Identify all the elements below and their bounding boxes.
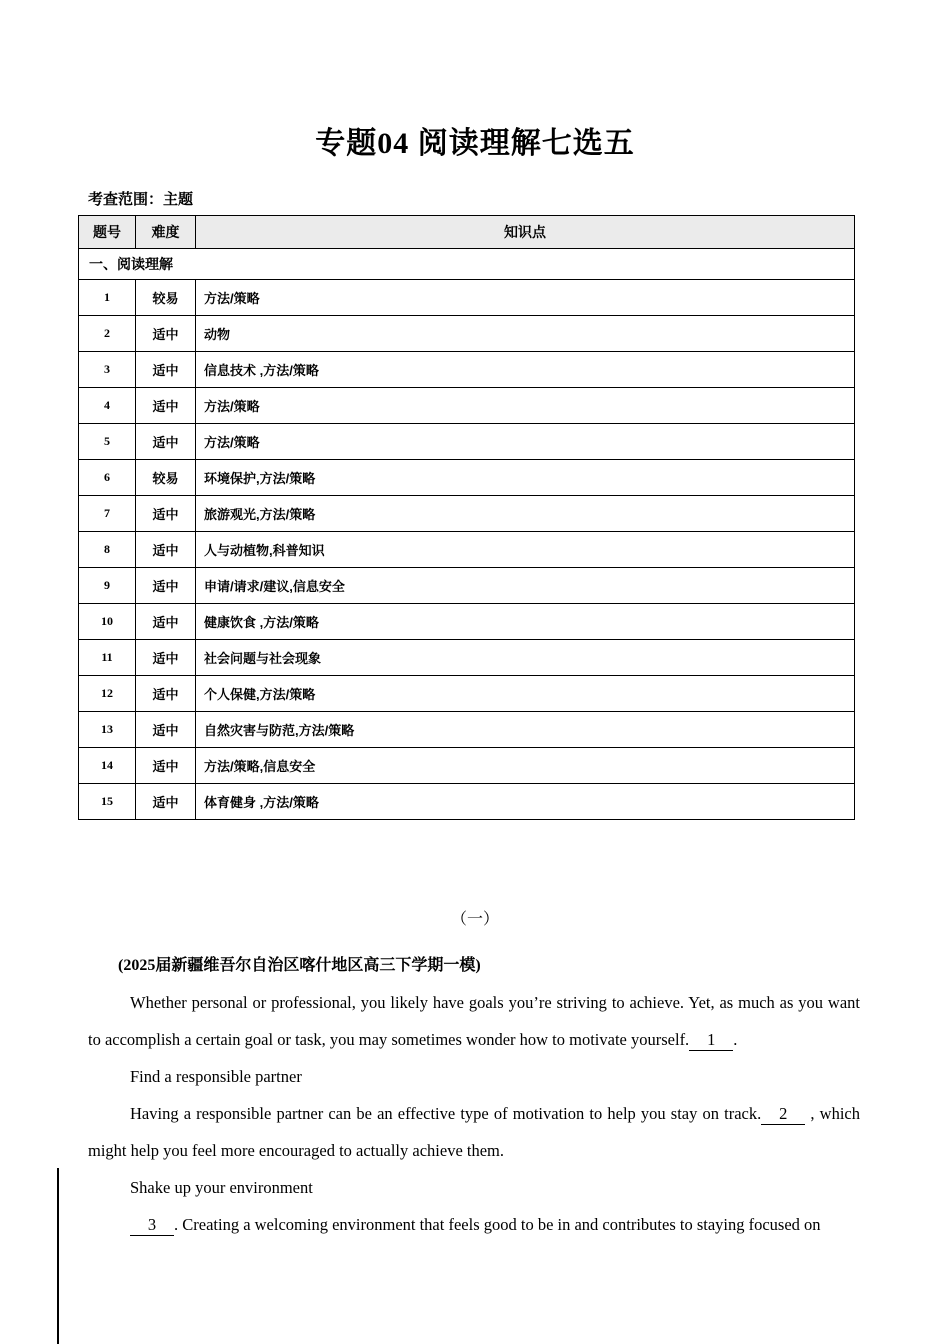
blank-2: 2 (761, 1105, 805, 1125)
knowledge-point: 方法/策略 (196, 388, 855, 424)
paragraph-text: . (733, 1030, 738, 1049)
question-number: 1 (79, 280, 136, 316)
difficulty: 较易 (136, 280, 196, 316)
paragraph-text: Find a responsible partner (130, 1067, 302, 1086)
knowledge-point: 信息技术 ,方法/策略 (196, 352, 855, 388)
paragraph-text: , which might help you feel more encouraged to actually achieve them. (88, 1104, 860, 1160)
paragraph (88, 984, 860, 1058)
knowledge-point: 自然灾害与防范,方法/策略 (196, 712, 855, 748)
knowledge-point: 体育健身 ,方法/策略 (196, 784, 855, 820)
knowledge-point: 环境保护,方法/策略 (196, 460, 855, 496)
paragraph (88, 1095, 860, 1169)
difficulty: 较易 (136, 460, 196, 496)
difficulty: 适中 (136, 712, 196, 748)
difficulty: 适中 (136, 316, 196, 352)
page-edge-line (57, 1168, 59, 1344)
header-question-number: 题号 (79, 216, 136, 249)
difficulty: 适中 (136, 640, 196, 676)
knowledge-point: 人与动植物,科普知识 (196, 532, 855, 568)
table-row (79, 568, 855, 604)
knowledge-point: 方法/策略 (196, 280, 855, 316)
table-row (79, 316, 855, 352)
question-number: 8 (79, 532, 136, 568)
passage (88, 947, 860, 1243)
blank-3: 3 (130, 1216, 174, 1236)
question-number: 3 (79, 352, 136, 388)
blank-1: 1 (689, 1031, 733, 1051)
page-title: 专题04 阅读理解七选五 (315, 127, 635, 160)
difficulty: 适中 (136, 784, 196, 820)
question-number: 2 (79, 316, 136, 352)
paragraph-text: . Creating a welcoming environment that feels good to be in and contributes to staying focused on (174, 1215, 821, 1234)
table-header-row (79, 216, 855, 249)
table-row (79, 424, 855, 460)
knowledge-point: 旅游观光,方法/策略 (196, 496, 855, 532)
paragraph (88, 1169, 860, 1206)
table-row (79, 280, 855, 316)
question-number: 11 (79, 640, 136, 676)
knowledge-point: 健康饮食 ,方法/策略 (196, 604, 855, 640)
scope-label: 考查范围：主题 (88, 191, 194, 208)
table-row (79, 676, 855, 712)
passage-paragraphs (88, 984, 860, 1243)
table-row (79, 460, 855, 496)
knowledge-point: 动物 (196, 316, 855, 352)
paragraph-text: Shake up your environment (130, 1178, 313, 1197)
knowledge-point: 方法/策略,信息安全 (196, 748, 855, 784)
question-number: 7 (79, 496, 136, 532)
knowledge-point: 社会问题与社会现象 (196, 640, 855, 676)
table-row (79, 604, 855, 640)
knowledge-point-table (78, 215, 855, 820)
question-number: 10 (79, 604, 136, 640)
difficulty: 适中 (136, 604, 196, 640)
paragraph-text: Whether personal or professional, you likely have goals you’re striving to achieve. Yet, as much as you want to accomplish a certain goal or task, you may sometimes wonder how to motivate yourself. (88, 993, 860, 1049)
knowledge-point: 申请/请求/建议,信息安全 (196, 568, 855, 604)
exam-source: (2025届新疆维吾尔自治区喀什地区高三下学期一模) (118, 957, 481, 974)
table-row (79, 712, 855, 748)
question-number: 15 (79, 784, 136, 820)
table-row (79, 532, 855, 568)
paragraph (88, 1058, 860, 1095)
section-title: 一、阅读理解 (79, 249, 855, 280)
question-number: 5 (79, 424, 136, 460)
table-row (79, 388, 855, 424)
difficulty: 适中 (136, 424, 196, 460)
part-label: （一） (450, 911, 499, 928)
question-number: 6 (79, 460, 136, 496)
difficulty: 适中 (136, 748, 196, 784)
table-row (79, 496, 855, 532)
table-row (79, 748, 855, 784)
paragraph (88, 1206, 860, 1243)
difficulty: 适中 (136, 388, 196, 424)
question-number: 12 (79, 676, 136, 712)
table-row (79, 352, 855, 388)
table-row (79, 784, 855, 820)
question-number: 13 (79, 712, 136, 748)
knowledge-point: 个人保健,方法/策略 (196, 676, 855, 712)
difficulty: 适中 (136, 676, 196, 712)
difficulty: 适中 (136, 496, 196, 532)
question-number: 9 (79, 568, 136, 604)
paragraph-text: Having a responsible partner can be an effective type of motivation to help you stay on track. (130, 1104, 762, 1123)
question-number: 14 (79, 748, 136, 784)
table-section-row (79, 249, 855, 280)
header-knowledge-point: 知识点 (196, 216, 855, 249)
difficulty: 适中 (136, 352, 196, 388)
question-number: 4 (79, 388, 136, 424)
header-difficulty: 难度 (136, 216, 196, 249)
difficulty: 适中 (136, 532, 196, 568)
knowledge-point: 方法/策略 (196, 424, 855, 460)
difficulty: 适中 (136, 568, 196, 604)
table-row (79, 640, 855, 676)
